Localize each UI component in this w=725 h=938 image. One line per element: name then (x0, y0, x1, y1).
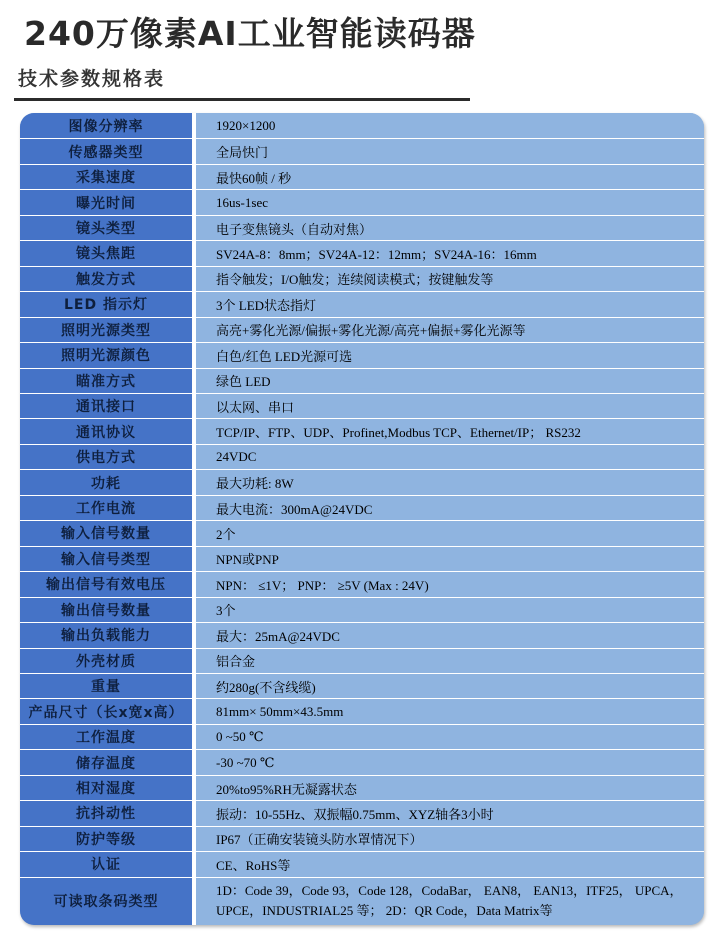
spec-value: NPN或PNP (216, 552, 279, 568)
spec-label: 认证 (91, 857, 121, 874)
spec-label: 输出负载能力 (61, 628, 151, 645)
spec-label: 功耗 (91, 475, 121, 492)
spec-row (20, 164, 704, 189)
spec-row (20, 215, 704, 240)
spec-value: 1920×1200 (216, 117, 276, 133)
spec-label: 输入信号数量 (61, 526, 151, 543)
spec-value: -30 ~70 ℃ (216, 754, 275, 770)
spec-row (20, 317, 704, 342)
spec-row (20, 393, 704, 418)
spec-value: 0 ~50 ℃ (216, 729, 264, 745)
spec-label: 采集速度 (76, 170, 136, 187)
spec-value: 白色/红色 LED光源可选 (216, 348, 353, 364)
spec-value: 最大：25mA@24VDC (216, 628, 340, 644)
spec-label: 供电方式 (76, 450, 136, 467)
spec-row (20, 495, 704, 520)
spec-value: 铝合金 (216, 654, 256, 670)
spec-value: NPN： ≤1V； PNP： ≥5V (Max : 24V) (216, 577, 429, 593)
spec-value: 电子变焦镜头（自动对焦） (216, 221, 373, 237)
spec-row (20, 597, 704, 622)
page-title: 240万像素AI工业智能读码器 (24, 14, 476, 53)
spec-row (20, 546, 704, 571)
spec-row (20, 342, 704, 367)
spec-value: TCP/IP、FTP、UDP、Profinet,Modbus TCP、Ethernet/IP； RS232 (216, 425, 581, 441)
spec-row (20, 571, 704, 596)
spec-row (20, 673, 704, 698)
spec-label: 曝光时间 (76, 195, 136, 212)
spec-row (20, 622, 704, 647)
spec-label: 通讯协议 (76, 424, 136, 441)
spec-row (20, 698, 704, 723)
spec-row (20, 291, 704, 316)
spec-label: 工作温度 (76, 730, 136, 747)
spec-row (20, 138, 704, 163)
spec-value: 振动：10-55Hz、双振幅0.75mm、XYZ轴各3小时 (216, 806, 494, 822)
spec-label: 镜头焦距 (76, 246, 136, 263)
spec-value: 以太网、串口 (216, 399, 295, 415)
spec-row (20, 469, 704, 494)
spec-row (20, 189, 704, 214)
spec-label: 镜头类型 (76, 221, 136, 238)
spec-row (20, 775, 704, 800)
spec-row (20, 826, 704, 851)
spec-label: 产品尺寸（长x宽x高） (28, 704, 184, 721)
spec-value: 20%to95%RH无凝露状态 (216, 781, 357, 797)
spec-label: 触发方式 (76, 271, 136, 288)
spec-value: 2个 (216, 526, 236, 542)
spec-label: 防护等级 (76, 831, 136, 848)
spec-value: 1D：Code 39，Code 93，Code 128，CodaBar， EAN8， EAN13，ITF25， UPCA， UPCE，INDUSTRIAL25 等； 2D：QR Code，Data Matrix等 (216, 883, 683, 919)
spec-row (20, 877, 704, 925)
spec-value: SV24A-8：8mm；SV24A-12：12mm；SV24A-16：16mm (216, 246, 537, 262)
spec-value: 最快60帧 / 秒 (216, 170, 292, 186)
spec-value: 24VDC (216, 449, 257, 465)
spec-label: 照明光源颜色 (61, 348, 151, 365)
spec-value: 指令触发；I/O触发；连续阅读模式；按键触发等 (216, 272, 494, 288)
spec-row (20, 113, 704, 138)
spec-value: 最大功耗: 8W (216, 476, 294, 492)
spec-label: 瞄准方式 (76, 373, 136, 390)
spec-label: 重量 (91, 679, 121, 696)
spec-label: 工作电流 (76, 501, 136, 518)
spec-row (20, 444, 704, 469)
spec-value: 3个 LED状态指灯 (216, 297, 317, 313)
spec-value: 16us-1sec (216, 194, 268, 210)
spec-value: 高亮+雾化光源/偏振+雾化光源/高亮+偏振+雾化光源等 (216, 323, 526, 339)
spec-label: 外壳材质 (76, 653, 136, 670)
spec-row (20, 851, 704, 876)
spec-row (20, 368, 704, 393)
spec-label: 通讯接口 (76, 399, 136, 416)
section-title: 技术参数规格表 (18, 68, 166, 90)
spec-label: 可读取条码类型 (53, 894, 159, 911)
spec-rows (20, 113, 704, 925)
spec-value: 绿色 LED (216, 374, 271, 390)
spec-label: 抗抖动性 (76, 806, 136, 823)
spec-value: 最大电流：300mA@24VDC (216, 501, 373, 517)
spec-table (20, 113, 704, 925)
spec-label: 输出信号数量 (61, 602, 151, 619)
spec-label: 图像分辨率 (68, 118, 144, 135)
spec-label: LED 指示灯 (64, 297, 148, 314)
spec-row (20, 724, 704, 749)
spec-value: 全局快门 (216, 145, 269, 161)
spec-value: IP67（正确安装镜头防水罩情况下） (216, 832, 423, 848)
spec-row (20, 648, 704, 673)
section-divider (14, 98, 470, 101)
spec-value: 约280g(不含线缆) (216, 679, 316, 695)
spec-label: 相对湿度 (76, 781, 136, 797)
spec-label: 传感器类型 (68, 144, 144, 161)
spec-value: 81mm× 50mm×43.5mm (216, 703, 344, 719)
spec-row (20, 418, 704, 443)
spec-row (20, 800, 704, 825)
spec-row (20, 520, 704, 545)
spec-label: 输出信号有效电压 (46, 577, 166, 594)
spec-label: 储存温度 (76, 755, 136, 772)
spec-value: CE、RoHS等 (216, 857, 291, 873)
spec-row (20, 266, 704, 291)
spec-value: 3个 (216, 603, 236, 619)
spec-row (20, 240, 704, 265)
spec-row (20, 749, 704, 774)
spec-label: 输入信号类型 (61, 551, 151, 568)
spec-label: 照明光源类型 (61, 322, 151, 339)
